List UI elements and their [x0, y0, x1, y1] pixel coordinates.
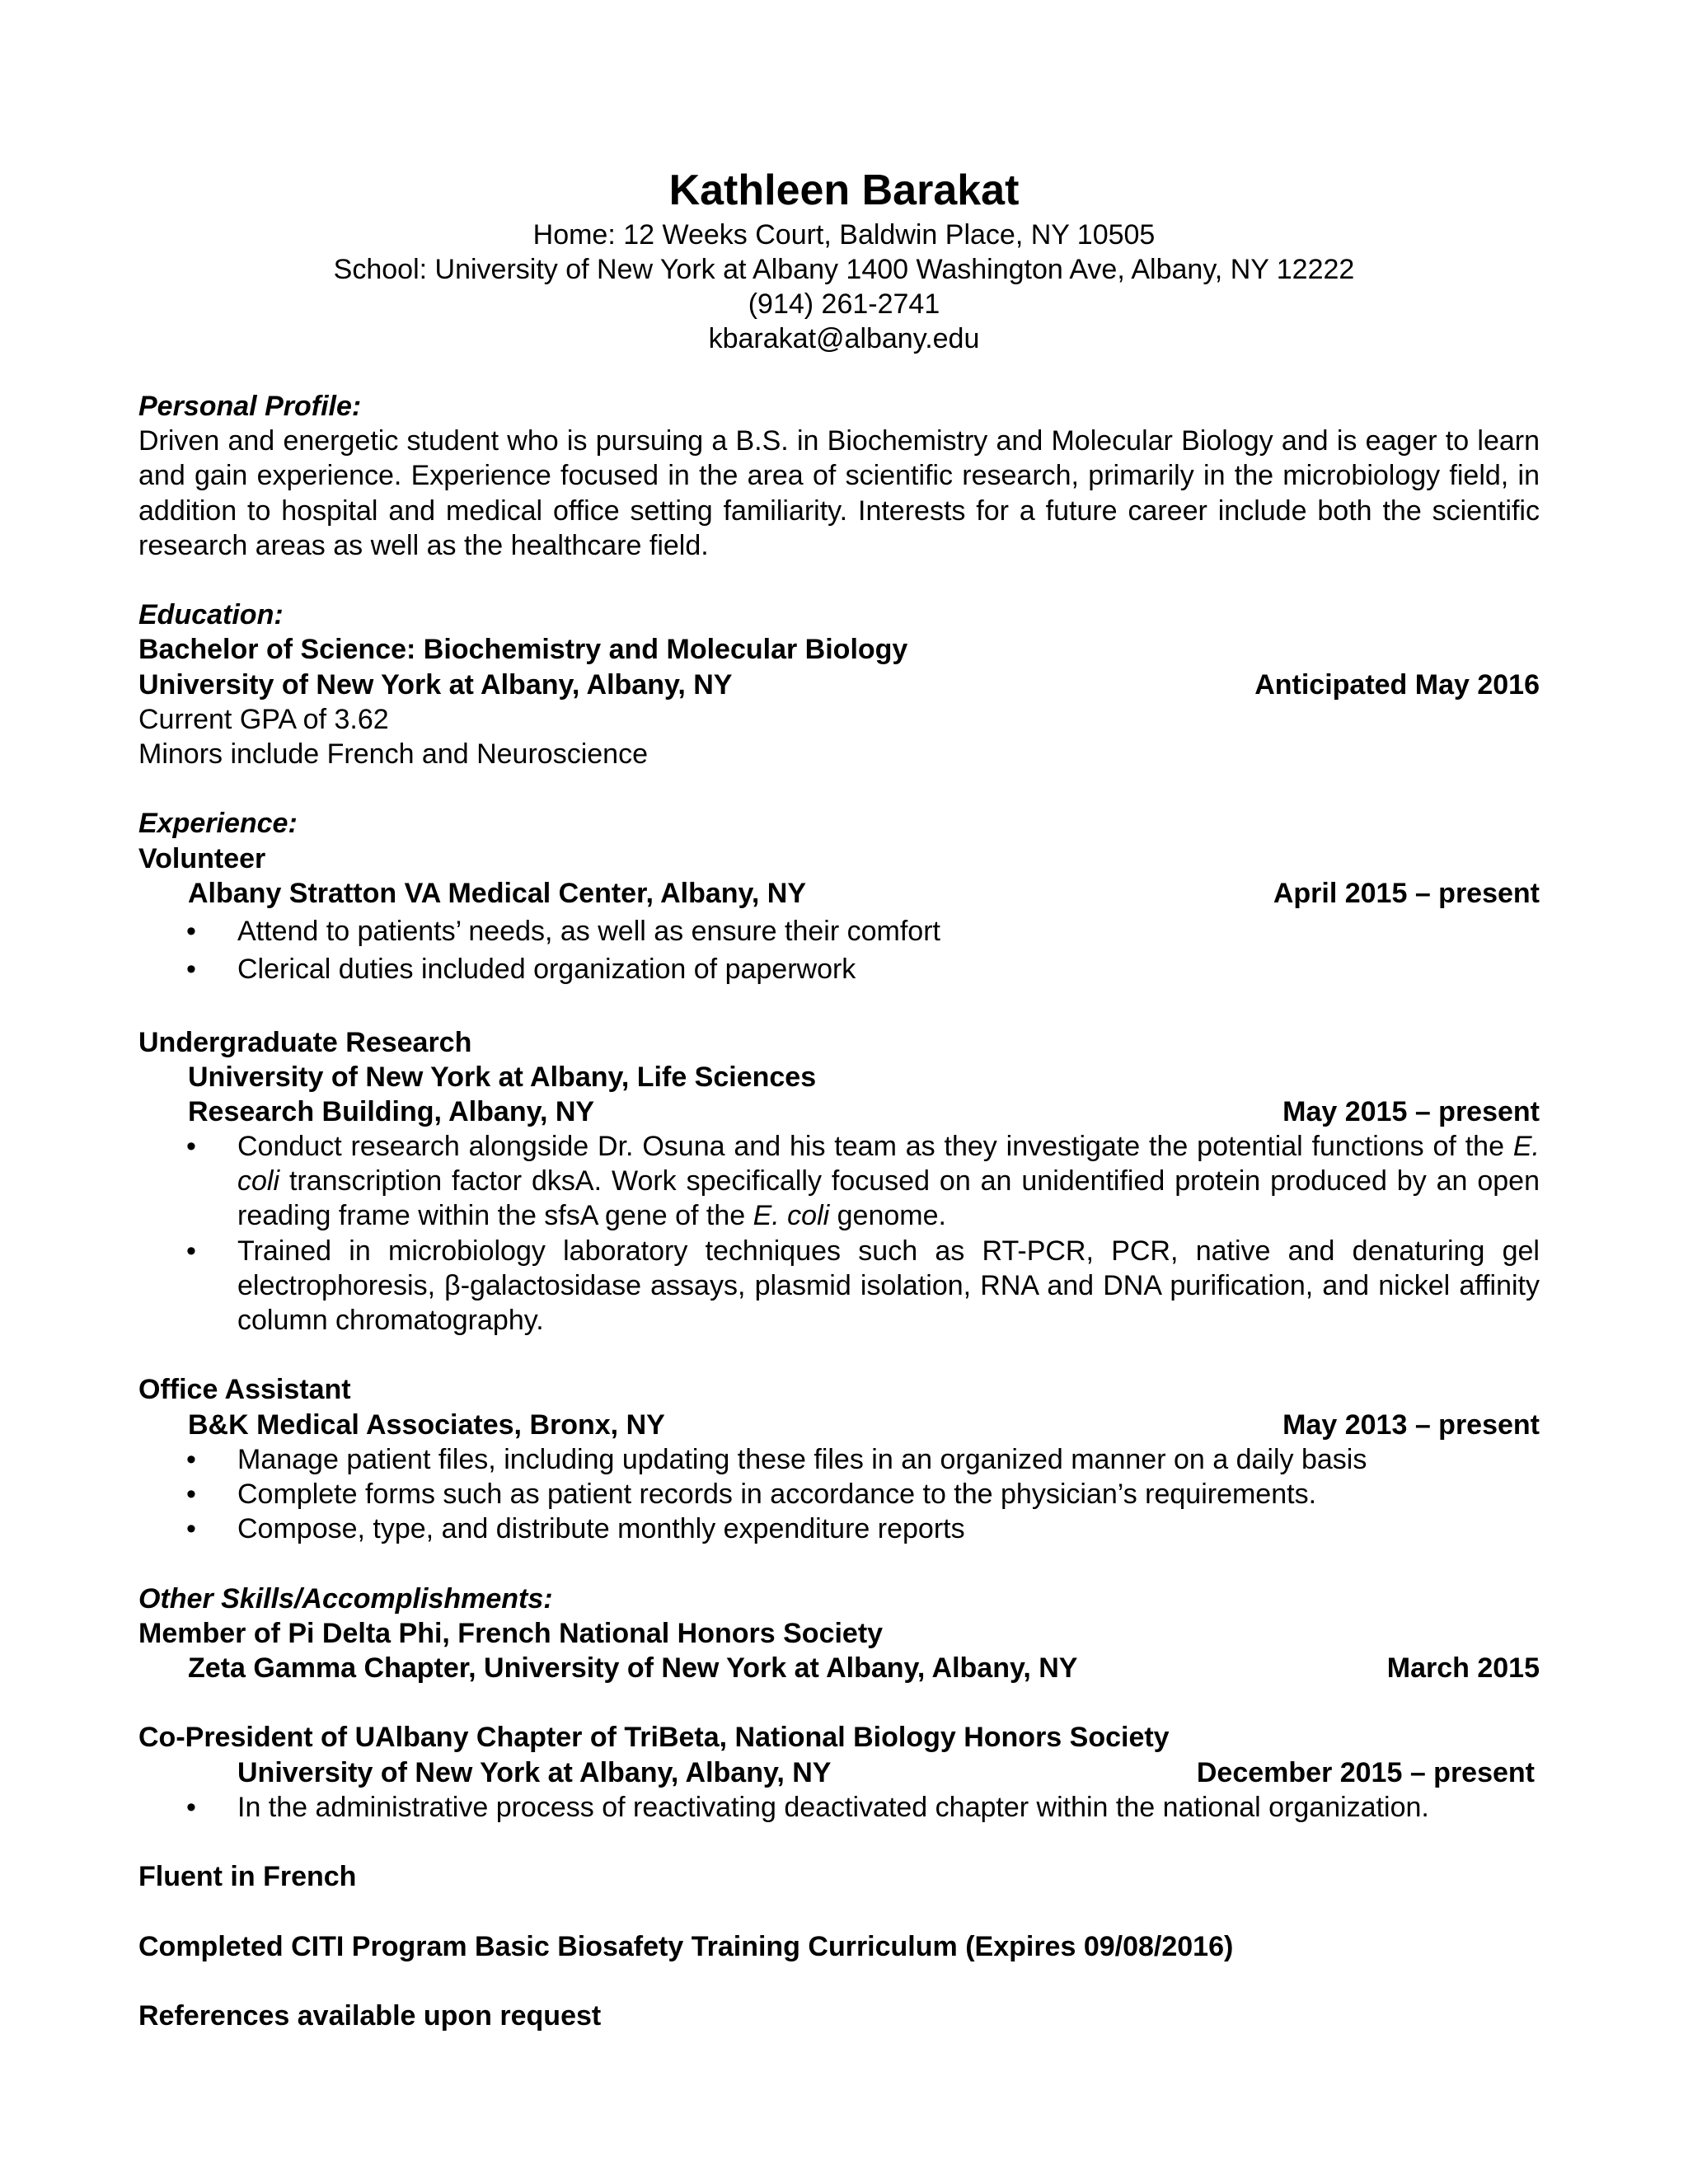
volunteer-bullets: [138, 914, 1540, 987]
office-bullets: [138, 1442, 1540, 1547]
tribeta-title: Co-President of UAlbany Chapter of TriBeta, National Biology Honors Society: [138, 1722, 1170, 1754]
education-school: University of New York at Albany, Albany, NY: [138, 668, 733, 701]
resume-body: [138, 389, 1540, 2033]
list-item: • Clerical duties included organization of paperwork: [138, 952, 1540, 987]
research-bullet-text-b: transcription factor dksA. Work specifically focused on an unidentified protein produced by an open reading frame within the sfsA gene of the: [237, 1165, 1540, 1232]
home-address: Home: 12 Weeks Court, Baldwin Place, NY 10505: [532, 219, 1156, 251]
profile-text: Driven and energetic student who is pursuing a B.S. in Biochemistry and Molecular Biology and is eager to learn and gain experience. Experience focused in the area of scientific research, primarily in the microbiology field, in addition to hospital and medical office setting familiarity. Interests for a future career include both the scientific research areas as well as the healthcare field.: [138, 425, 1540, 561]
research-bullet-text-c: genome.: [829, 1200, 946, 1232]
research-date: May 2015 – present: [1282, 1095, 1540, 1127]
volunteer-org: Albany Stratton VA Medical Center, Albany, NY: [188, 877, 807, 909]
list-item: • In the administrative process of reactivating deactivated chapter within the national organization.: [138, 1790, 1540, 1825]
pdp-org-row: [138, 1651, 1540, 1685]
references-note: References available upon request: [138, 1999, 602, 2032]
pdp-title: Member of Pi Delta Phi, French National Honors Society: [138, 1617, 884, 1649]
research-bullets: [138, 1129, 1540, 1338]
tribeta-org-row: [138, 1755, 1540, 1790]
email-address: kbarakat@albany.edu: [708, 323, 980, 354]
list-item: • Compose, type, and distribute monthly expenditure reports: [138, 1511, 1540, 1546]
volunteer-date: April 2015 – present: [1273, 877, 1540, 909]
research-bullet-text-a: Conduct research alongside Dr. Osuna and his team as they investigate the potential functions of the: [237, 1131, 1513, 1163]
pdp-date: March 2015: [1386, 1652, 1540, 1685]
tribeta-bullets: [138, 1790, 1540, 1825]
phone-number: (914) 261-2741: [748, 288, 940, 320]
research-org: University of New York at Albany, Life Sciences: [188, 1061, 817, 1093]
gpa: Current GPA of 3.62: [138, 703, 389, 735]
office-title: Office Assistant: [138, 1374, 351, 1406]
education-heading: Education:: [138, 599, 284, 631]
list-item: [138, 1129, 1540, 1234]
french-skill: Fluent in French: [138, 1861, 357, 1893]
degree: Bachelor of Science: Biochemistry and Molecular Biology: [138, 634, 908, 666]
education-school-row: [138, 668, 1540, 702]
list-item: • Manage patient files, including updating these files in an organized manner on a daily basis: [138, 1442, 1540, 1477]
candidate-name: Kathleen Barakat: [668, 166, 1020, 214]
tribeta-org: University of New York at Albany, Albany, NY: [237, 1756, 832, 1788]
office-date: May 2013 – present: [1282, 1408, 1540, 1441]
pdp-org: Zeta Gamma Chapter, University of New York at Albany, Albany, NY: [188, 1652, 1078, 1685]
research-title: Undergraduate Research: [138, 1026, 472, 1058]
volunteer-title: Volunteer: [138, 842, 266, 874]
office-org-row: [138, 1408, 1540, 1442]
research-location: Research Building, Albany, NY: [188, 1095, 595, 1127]
citi-training: Completed CITI Program Basic Biosafety Training Curriculum (Expires 09/08/2016): [138, 1930, 1234, 1962]
species-name: E. coli: [753, 1200, 830, 1232]
minors: Minors include French and Neuroscience: [138, 738, 648, 770]
resume-header: [0, 163, 1688, 356]
skills-heading: Other Skills/Accomplishments:: [138, 1582, 553, 1615]
school-address: School: University of New York at Albany 1400 Washington Ave, Albany, NY 12222: [333, 254, 1355, 285]
profile-heading: Personal Profile:: [138, 391, 362, 422]
experience-heading: Experience:: [138, 808, 298, 840]
education-date: Anticipated May 2016: [1254, 668, 1540, 701]
research-org-row: [138, 1094, 1540, 1129]
list-item: • Trained in microbiology laboratory techniques such as RT-PCR, PCR, native and denaturing gel electrophoresis, β-galactosidase assays, plasmid isolation, RNA and DNA purification, and nickel affinity column chromatography.: [138, 1234, 1540, 1338]
list-item: • Complete forms such as patient records in accordance to the physician’s requirements.: [138, 1477, 1540, 1511]
species-name: E. coli: [237, 1131, 1540, 1197]
tribeta-date: December 2015 – present: [1196, 1756, 1535, 1788]
list-item: • Attend to patients’ needs, as well as ensure their comfort: [138, 914, 1540, 949]
volunteer-org-row: [138, 876, 1540, 911]
office-org: B&K Medical Associates, Bronx, NY: [188, 1408, 665, 1441]
